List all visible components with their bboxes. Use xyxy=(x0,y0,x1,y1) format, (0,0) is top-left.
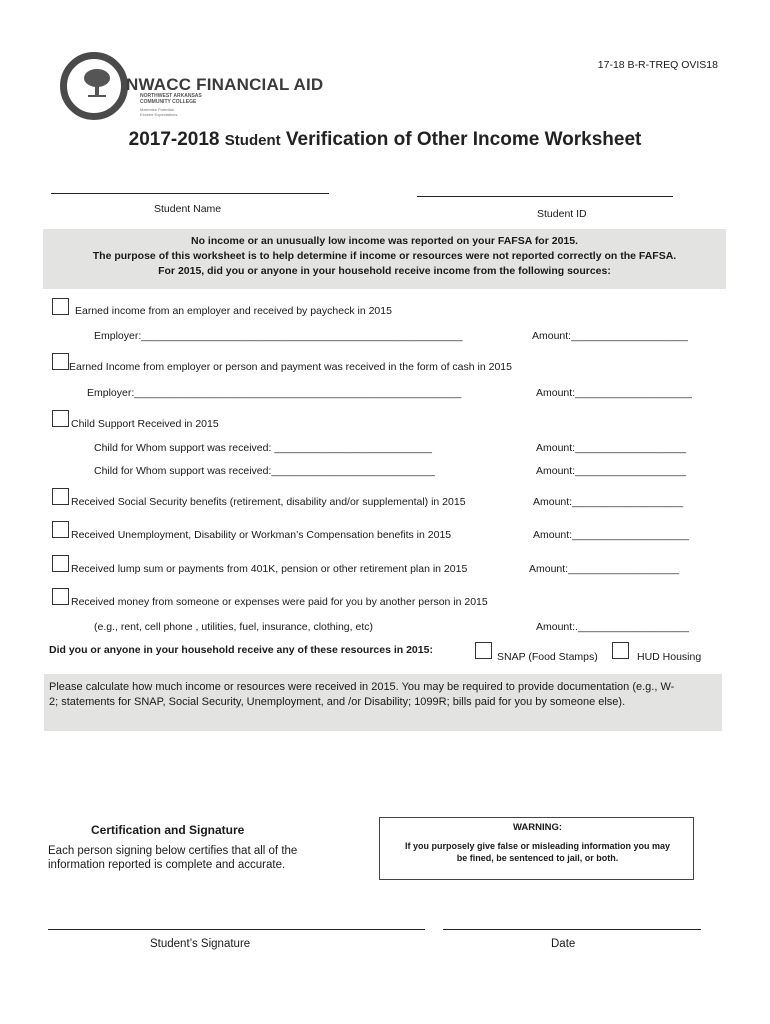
intro-line-2: The purpose of this worksheet is to help determine if income or resources were not reported correctly on the FAFSA. xyxy=(92,250,677,262)
tree-icon xyxy=(82,66,112,100)
amount-field-3[interactable]: Amount:___________________ xyxy=(536,442,687,454)
earned-cash-label: Earned Income from employer or person and payment was received in the form of cash in 2015 xyxy=(69,361,512,373)
student-id-label: Student ID xyxy=(537,208,587,220)
amount-field-1[interactable]: Amount:____________________ xyxy=(532,330,688,342)
calc-note-line-2: 2; statements for SNAP, Social Security, Unemployment, and /or Disability; 1099R; bills paid for you by someone else). xyxy=(49,696,626,708)
snap-checkbox[interactable] xyxy=(475,642,492,659)
form-code: 17-18 B-R-TREQ OVIS18 xyxy=(597,59,718,71)
warning-heading: WARNING: xyxy=(512,822,563,833)
amount-field-4[interactable]: Amount:___________________ xyxy=(536,465,687,477)
warning-line-1: If you purposely give false or misleading information you may xyxy=(404,841,671,851)
logo-subtitle: NORTHWEST ARKANSAS COMMUNITY COLLEGE xyxy=(140,93,202,105)
certification-line-1: Each person signing below certifies that all of the xyxy=(48,845,298,857)
intro-line-1: No income or an unusually low income was reported on your FAFSA for 2015. xyxy=(190,235,579,247)
earned-cash-checkbox[interactable] xyxy=(52,353,69,370)
hud-checkbox[interactable] xyxy=(612,642,629,659)
employer-field-1[interactable]: Employer:_______________________________________________________ xyxy=(94,330,463,342)
unemployment-label: Received Unemployment, Disability or Workman’s Compensation benefits in 2015 xyxy=(71,529,452,541)
intro-line-3: For 2015, did you or anyone in your household receive income from the following sources: xyxy=(158,265,611,277)
amount-field-7[interactable]: Amount:___________________ xyxy=(529,563,680,575)
social-security-checkbox[interactable] xyxy=(52,488,69,505)
student-id-field[interactable] xyxy=(417,196,673,197)
calc-note-line-1: Please calculate how much income or resources were received in 2015. You may be required to provide documentation (e.g., W- xyxy=(49,681,675,693)
money-from-someone-checkbox[interactable] xyxy=(52,588,69,605)
child-support-label: Child Support Received in 2015 xyxy=(71,418,219,430)
earned-paycheck-label: Earned income from an employer and received by paycheck in 2015 xyxy=(75,305,392,317)
warning-box xyxy=(379,817,694,880)
amount-field-2[interactable]: Amount:____________________ xyxy=(536,387,692,399)
date-field[interactable] xyxy=(443,929,701,930)
money-from-someone-label: Received money from someone or expenses were paid for you by another person in 2015 xyxy=(71,596,488,608)
snap-label: SNAP (Food Stamps) xyxy=(497,651,598,663)
logo-tagline: Maximize Potential. Exceed Expectations. xyxy=(140,107,179,117)
signature-field[interactable] xyxy=(48,929,425,930)
amount-field-8[interactable]: Amount:.___________________ xyxy=(536,621,689,633)
student-name-field[interactable] xyxy=(51,193,329,194)
lump-sum-label: Received lump sum or payments from 401K, pension or other retirement plan in 2015 xyxy=(71,563,468,575)
date-label: Date xyxy=(551,938,576,950)
child-for-whom-field-2[interactable]: Child for Whom support was received:____________________________ xyxy=(94,465,435,477)
logo-title: NWACC FINANCIAL AID xyxy=(126,75,324,94)
amount-field-6[interactable]: Amount:____________________ xyxy=(533,529,689,541)
resources-question: Did you or anyone in your household receive any of these resources in 2015: xyxy=(49,644,433,656)
lump-sum-checkbox[interactable] xyxy=(52,555,69,572)
certification-heading: Certification and Signature xyxy=(91,823,245,837)
signature-label: Student’s Signature xyxy=(150,938,251,950)
examples-text: (e.g., rent, cell phone , utilities, fuel, insurance, clothing, etc) xyxy=(94,621,373,633)
unemployment-checkbox[interactable] xyxy=(52,521,69,538)
employer-field-2[interactable]: Employer:________________________________________________________ xyxy=(87,387,462,399)
page-title: 2017-2018 Student Verification of Other Income Worksheet xyxy=(128,129,642,150)
social-security-label: Received Social Security benefits (retirement, disability and/or supplemental) in 2015 xyxy=(71,496,466,508)
calc-note-box xyxy=(44,674,722,731)
warning-line-2: be fined, be sentenced to jail, or both. xyxy=(456,853,619,863)
hud-label: HUD Housing xyxy=(637,651,702,663)
student-name-label: Student Name xyxy=(154,203,222,215)
earned-paycheck-checkbox[interactable] xyxy=(52,298,69,315)
amount-field-5[interactable]: Amount:___________________ xyxy=(533,496,684,508)
certification-line-2: information reported is complete and accurate. xyxy=(48,859,286,871)
child-support-checkbox[interactable] xyxy=(52,410,69,427)
child-for-whom-field-1[interactable]: Child for Whom support was received: ___________________________ xyxy=(94,442,432,454)
intro-box xyxy=(43,229,726,289)
